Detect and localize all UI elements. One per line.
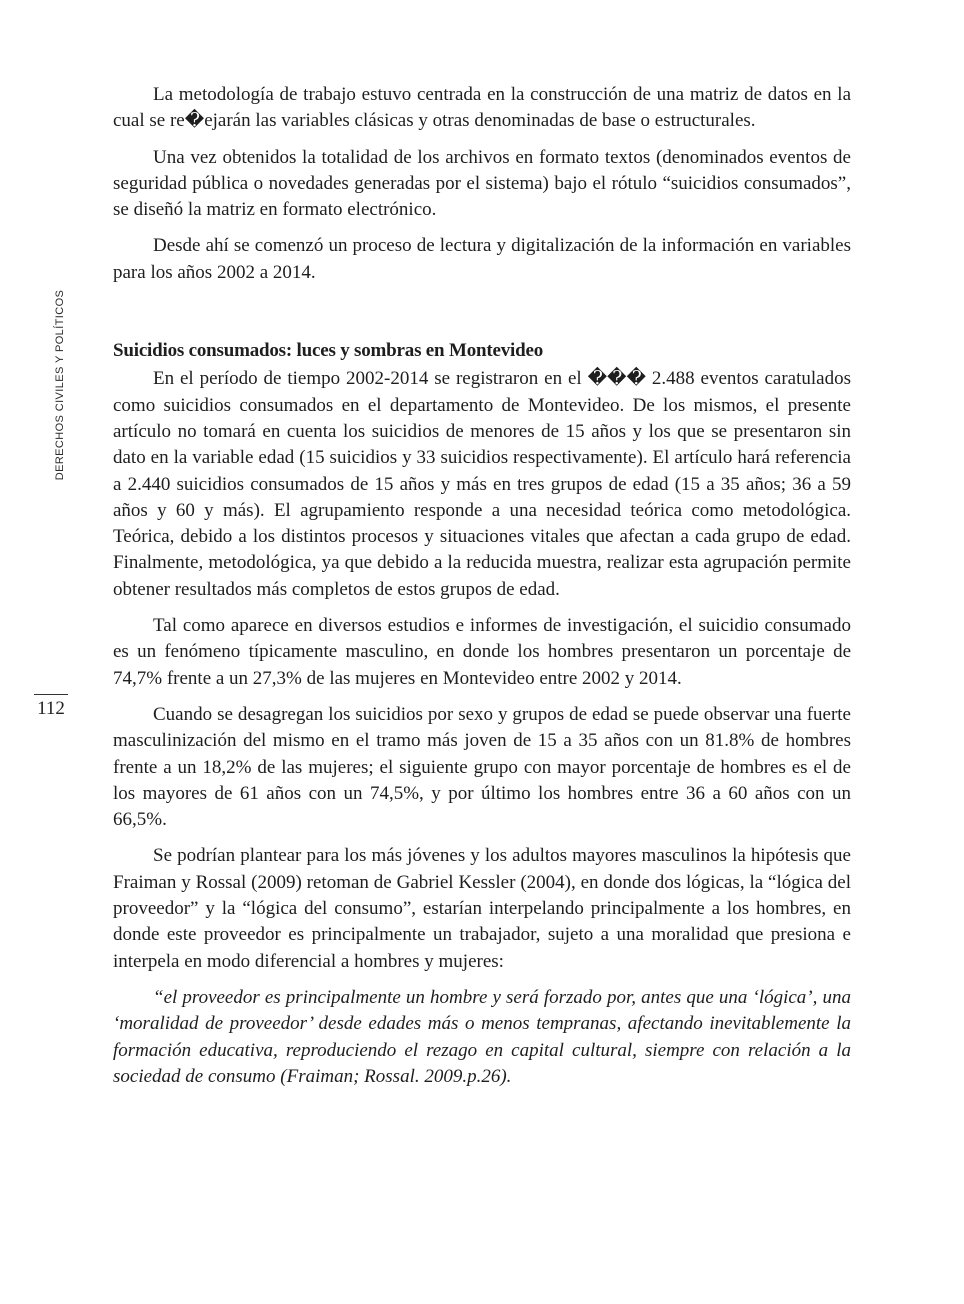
paragraph-age-groups: Cuando se desagregan los suicidios por sexo y grupos de edad se puede observar una fuerte masculinización del mismo en el tramo más joven de 15 a 35 años con un 81.8% de hombres frente a un 18,2% de las mujeres; el siguiente grupo con mayor porcentaje de hombres es el de los mayores de 61 años con un 74,5%, y por último los hombres entre 36 a 60 años con un 66,5%. xyxy=(113,703,851,831)
paragraph-digitalization: Desde ahí se comenzó un proceso de lectura y digitalización de la información en variables para los años 2002 a 2014. xyxy=(113,235,851,283)
quote-block: “el proveedor es principalmente un hombre y será forzado por, antes que una ‘lógica’, una ‘moralidad de proveedor’ desde edades más o menos tempranas, afectando inevitablemente la formación educativa, reproduciendo el rezago en capital cultural, siempre con relación a la sociedad de consumo (Fraiman; Rossal. 2009.p.26). xyxy=(113,986,851,1087)
paragraph-masculine: Tal como aparece en diversos estudios e informes de investigación, el suicidio consumado es un fenómeno típicamente masculino, en donde los hombres presentaron un porcentaje de 74,7% frente a un 27,3% de las mujeres en Montevideo entre 2002 y 2014. xyxy=(113,615,851,689)
page-number: 112 xyxy=(37,698,65,719)
paragraph-methodology: La metodología de trabajo estuvo centrada en la construcción de una matriz de datos en la cual se re�ejarán las variables clásicas y otras denominadas de base o estructurales. xyxy=(113,84,851,132)
page-number-rule xyxy=(34,694,68,695)
running-header: DERECHOS CIVILES Y POLÍTICOS xyxy=(54,289,66,481)
section-heading: Suicidios consumados: luces y sombras en Montevideo xyxy=(113,340,544,362)
paragraph-files: Una vez obtenidos la totalidad de los archivos en formato textos (denominados eventos de seguridad pública o novedades generadas por el sistema) bajo el rótulo “suicidios consumados”, se diseñó la matriz en formato electrónico. xyxy=(113,146,851,221)
paragraph-hypothesis: Se podrían plantear para los más jóvenes y los adultos mayores masculinos la hipótesis que Fraiman y Rossal (2009) retoman de Gabriel Kessler (2004), en donde dos lógicas, la “lógica del proveedor” y la “lógica del consumo”, estarían interpelando principalmente a los hombres, en donde este proveedor es principalmente un trabajador, sujeto a una moralidad que presiona e interpela en modo diferencial a hombres y mujeres: xyxy=(113,845,851,972)
page-body xyxy=(113,82,851,1100)
paragraph-period: En el período de tiempo 2002-2014 se registraron en el ��� 2.488 eventos caratulados como suicidios consumados en el departamento de Montevideo. De los mismos, el presente artículo no tomará en cuenta los suicidios de menores de 15 años y los que se presentaron sin dato en la variable edad (15 suicidios y 33 suicidios respectivamente). El artículo hará referencia a 2.440 suicidios consumados de 15 años y más en tres grupos de edad (15 a 35 años; 36 a 59 años y 60 y más). El agrupamiento responde a una necesidad teórica como metodológica. Teórica, debido a los distintos procesos y situaciones vitales que afectan a cada grupo de edad. Finalmente, metodológica, ya que debido a la reducida muestra, realizar esta agrupación permite obtener resultados más completos de estos grupos de edad. xyxy=(113,368,851,600)
